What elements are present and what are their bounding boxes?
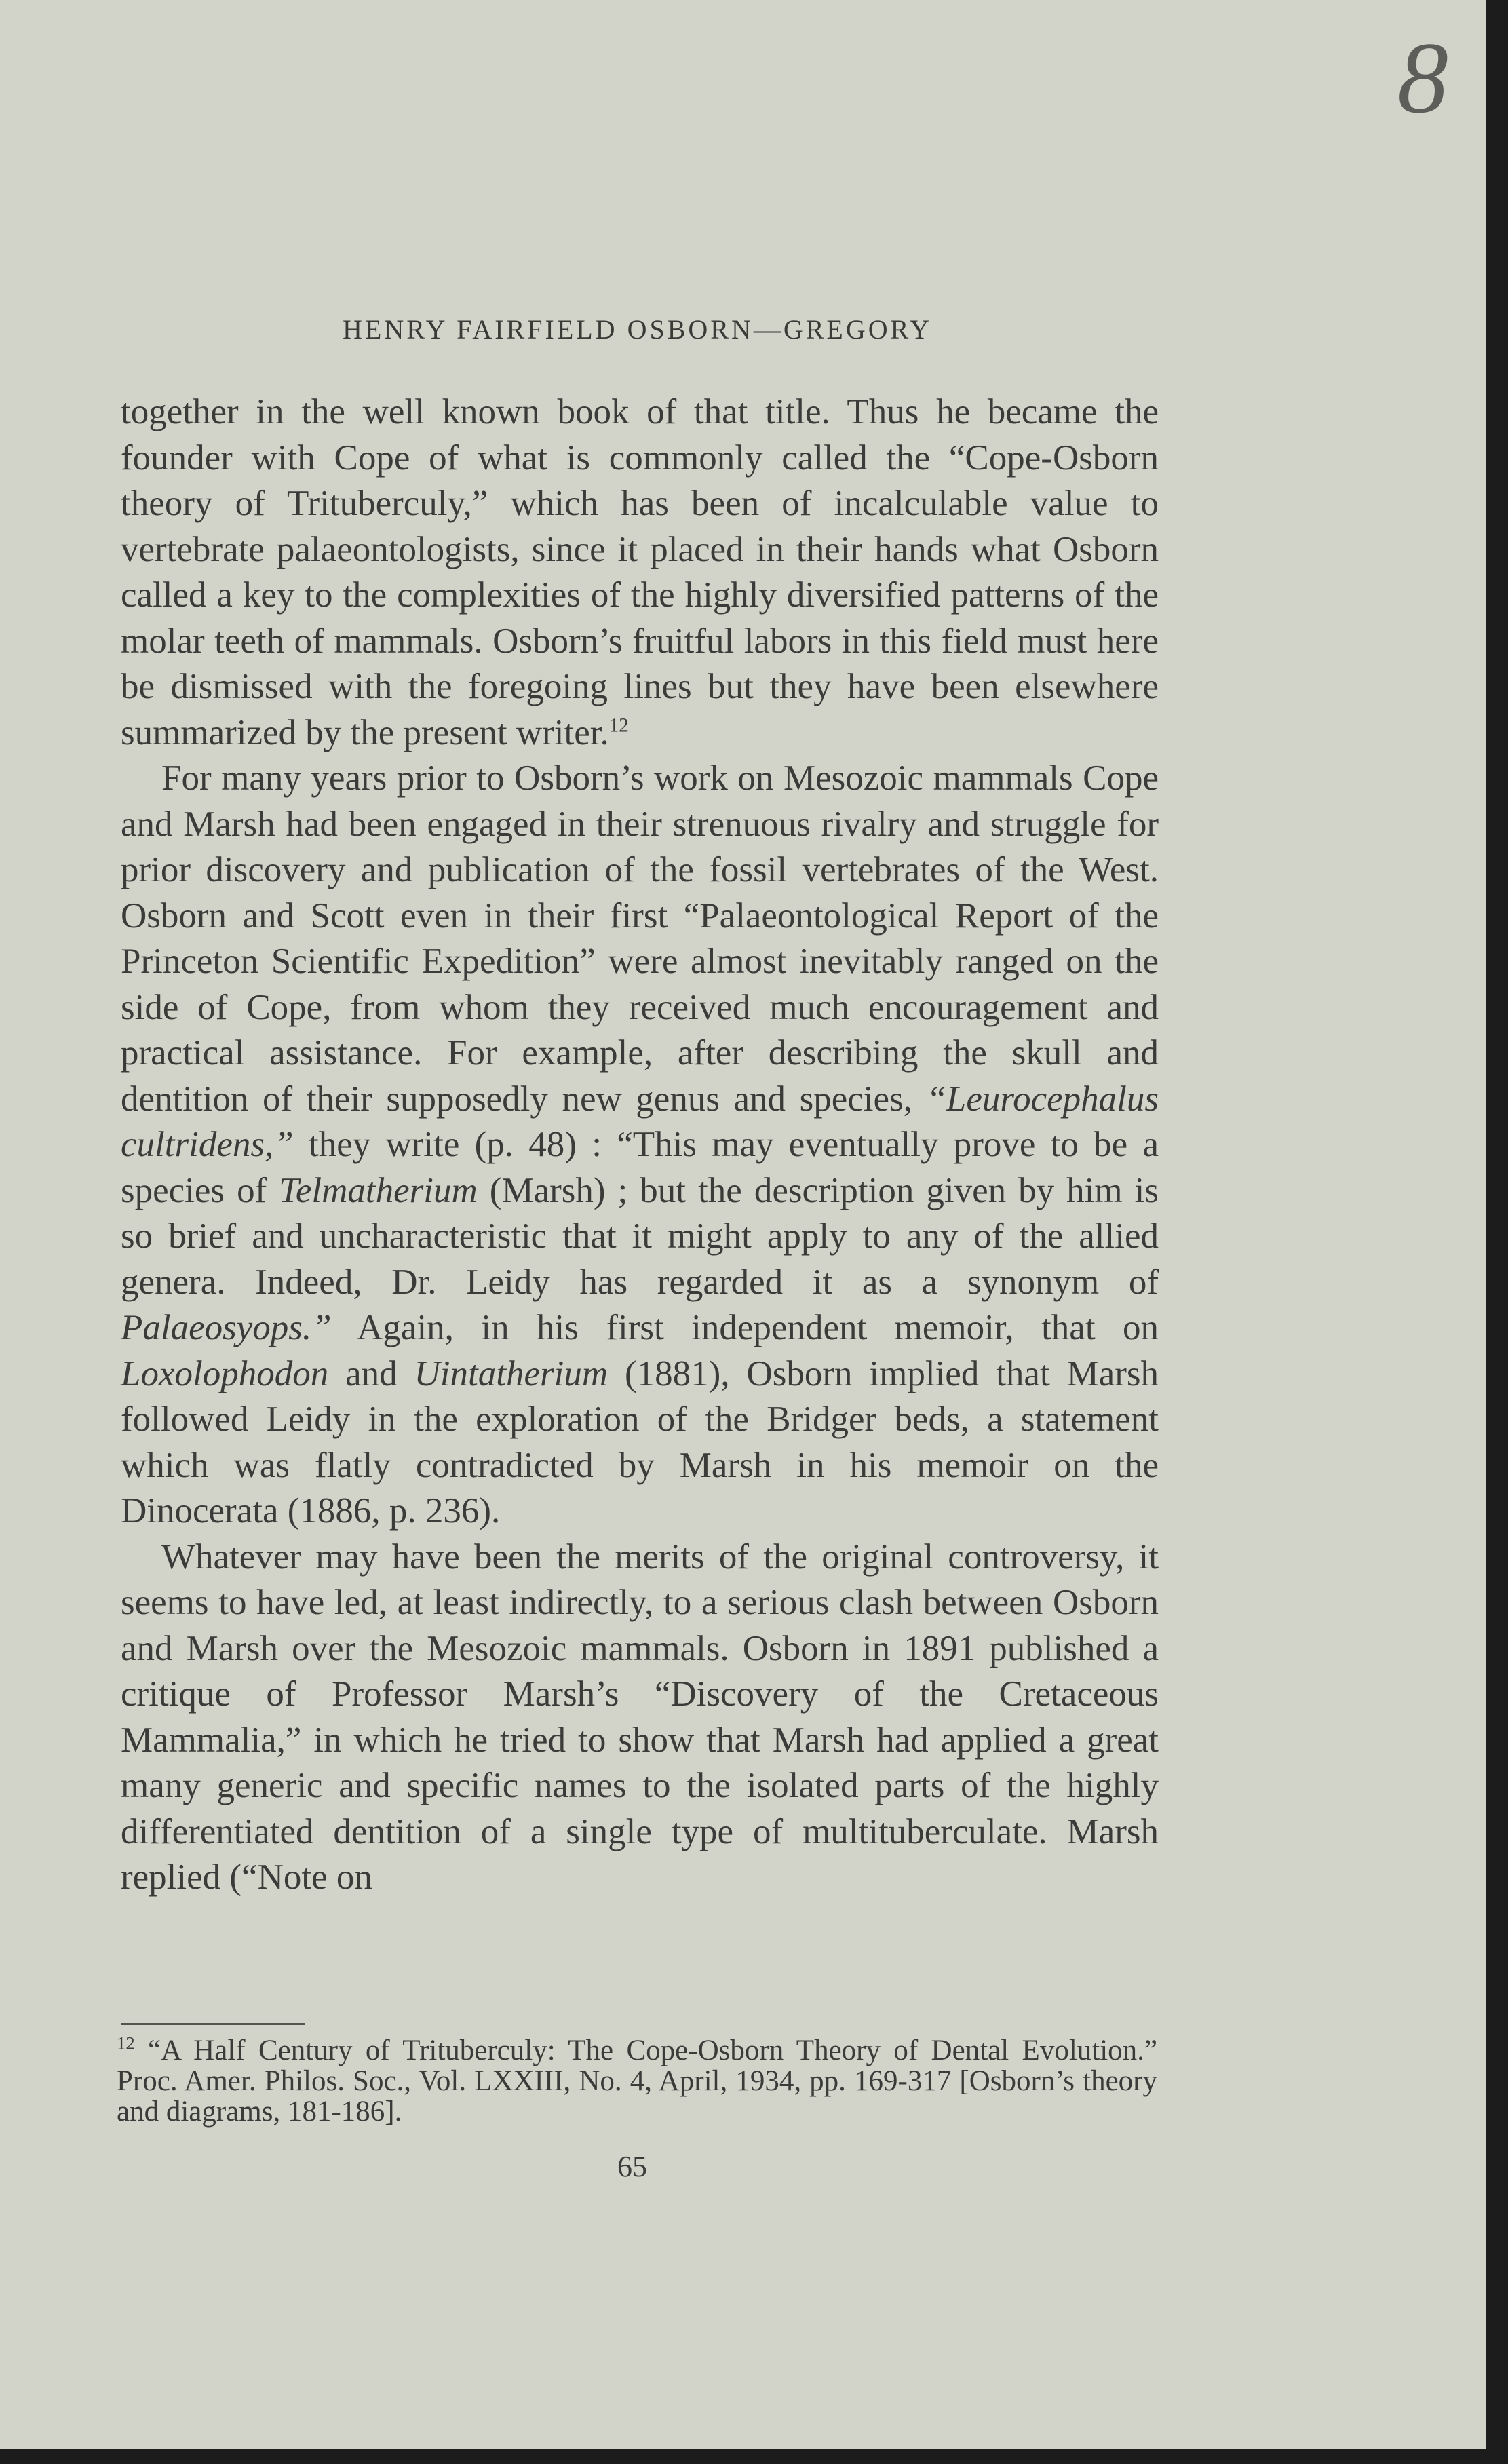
- italic-text: Telmatherium: [279, 1170, 478, 1210]
- italic-text: Palaeosyops.”: [121, 1308, 332, 1347]
- paragraph: [121, 756, 1159, 1535]
- page-number: 65: [617, 2150, 647, 2183]
- text-run: and: [328, 1353, 414, 1393]
- text-run: they write (p. 48) : “This may eventually prove to be a species of: [121, 1125, 1159, 1210]
- italic-text: Loxolophodon: [121, 1353, 329, 1393]
- paragraph: [121, 1535, 1159, 1901]
- text-run: (1881), Osborn implied that Marsh followed Leidy in the exploration of the Bridger beds, a statement which was flatly contradicted by Marsh in his memoir on the Dinocerata (1886, p. 236).: [121, 1353, 1159, 1531]
- italic-text: Uintatherium: [414, 1353, 608, 1393]
- text-run: Whatever may have been the merits of the original controversy, it seems to have led, at least indirectly, to a serious clash between Osborn and Marsh over the Mesozoic mammals. Osborn in 1891 published a critique of Professor Marsh’s “Discovery of the Cretaceous Mammalia,” in which he tried to show that Marsh had applied a great many generic and specific names to the isolated parts of the highly differentiated dentition of a single type of multituberculate. Marsh replied (“Note on: [121, 1537, 1159, 1897]
- text-run: Again, in his first independent memoir, that on: [331, 1308, 1159, 1347]
- body-text: [121, 389, 1159, 1901]
- text-run: “A Half Century of Trituberculy: The Cope-Osborn Theory of Dental Evolution.” Proc. Amer. Philos. Soc., Vol. LXXIII, No. 4, April, 1934, pp. 169-317 [Osborn’s theory and diagrams, 181-186].: [117, 2035, 1157, 2128]
- footnote-marker: 12: [608, 714, 629, 736]
- text-run: together in the well known book of that title. Thus he became the founder with Cope of what is commonly called the “Cope-Osborn theory of Trituberculy,” which has been of incalculable value to vertebrate palaeontologists, since it placed in their hands what Osborn called a key to the complexities of the highly diversified patterns of the molar teeth of mammals. Osborn’s fruitful labors in this field must here be dismissed with the foregoing lines but they have been elsewhere summarized by the present writer.: [121, 392, 1159, 752]
- paragraph: [121, 389, 1159, 756]
- text-run: For many years prior to Osborn’s work on Mesozoic mammals Cope and Marsh had been engaged in their strenuous rivalry and struggle for prior discovery and publication of the fossil vertebrates of the West. Osborn and Scott even in their first “Palaeontological Report of the Princeton Scientific Expedition” were almost inevitably ranged on the side of Cope, from whom they received much encouragement and practical assistance. For example, after describing the skull and dentition of their supposedly new genus and species,: [121, 758, 1159, 1119]
- text-run: (Marsh) ; but the description given by him is so brief and uncharacteristic that it might apply to any of the allied genera. Indeed, Dr. Leidy has regarded it as a synonym of: [121, 1170, 1159, 1302]
- footnote-rule: [121, 2023, 305, 2025]
- footnote-marker: 12: [117, 2033, 135, 2054]
- running-head: HENRY FAIRFIELD OSBORN—GREGORY: [343, 314, 932, 345]
- footnote: [117, 2035, 1157, 2127]
- italic-text: “Leurocephalus cultridens,”: [121, 1079, 1159, 1164]
- handwritten-page-number: 8: [1397, 22, 1448, 134]
